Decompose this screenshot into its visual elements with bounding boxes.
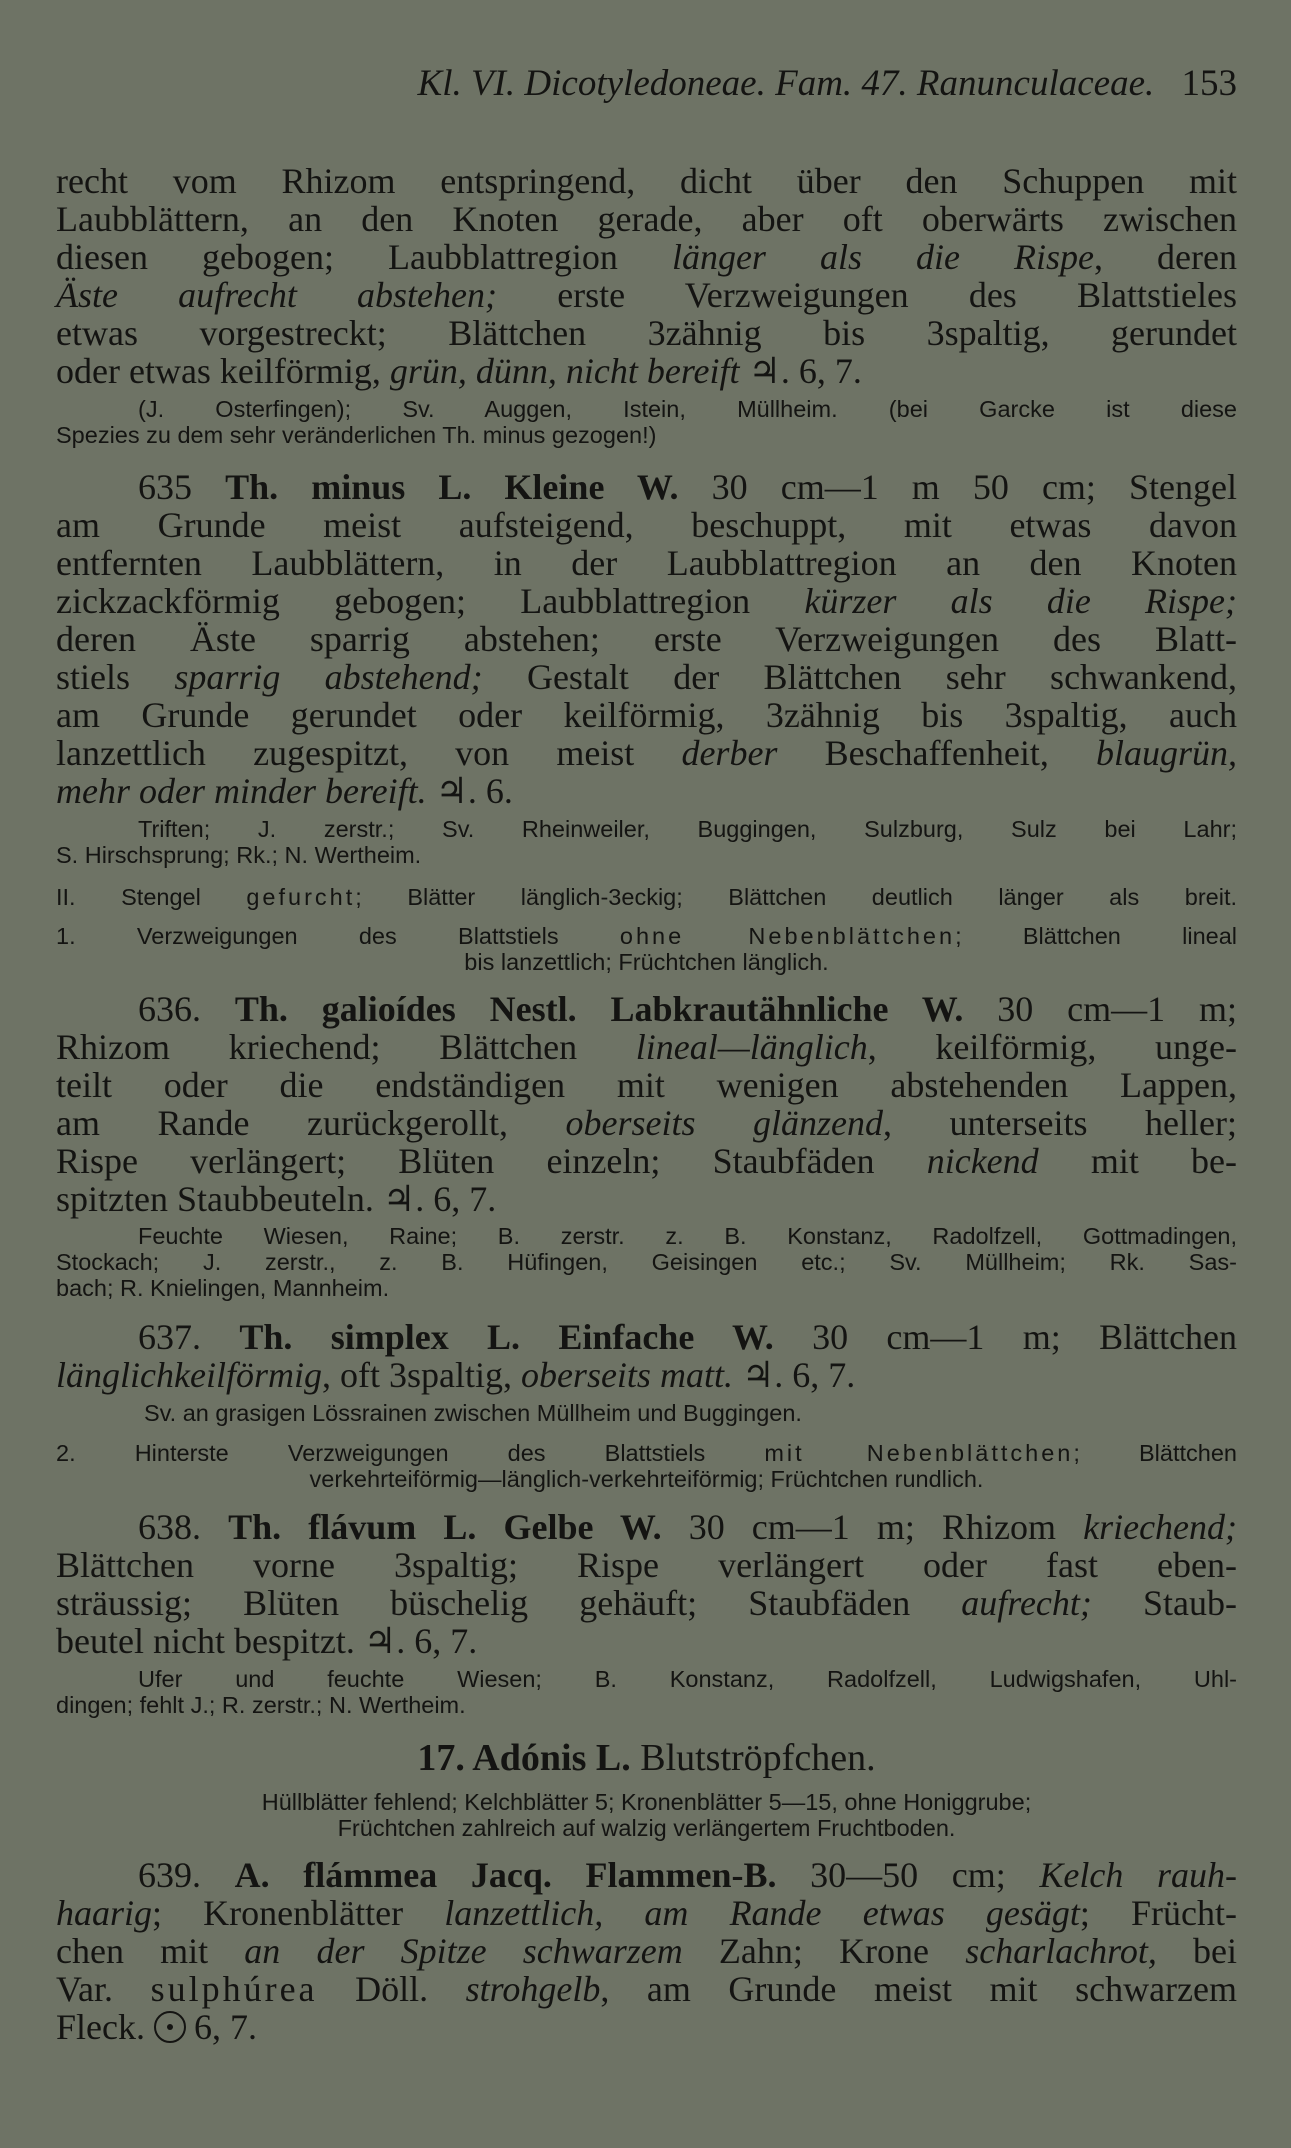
locality-note: dingen; fehlt J.; R. zerstr.; N. Wertheim.: [56, 1692, 466, 1718]
text-line: mehr oder minder bereift. ♃. 6.: [56, 771, 513, 811]
text-line: länglichkeilförmig, oft 3spaltig, oberseits matt. ♃. 6, 7.: [56, 1355, 856, 1395]
locality-note: (J. Osterfingen); Sv. Auggen, Istein, Müllheim. (bei Garcke ist diese: [138, 396, 1237, 422]
text-line: am Rande zurückgerollt, oberseits glänzend, unterseits heller;: [56, 1103, 1238, 1143]
annual-symbol-icon: [154, 2011, 186, 2043]
text-line: chen mit an der Spitze schwarzem Zahn; Krone scharlachrot, bei: [56, 1931, 1238, 1971]
text-line: haarig; Kronenblätter lanzettlich, am Rande etwas gesägt; Frücht-: [56, 1893, 1238, 1933]
species-entry-heading: 635 Th. minus L. Kleine W. 30 cm—1 m 50 cm; Stengel: [138, 467, 1237, 507]
text-line: Fleck. 6, 7.: [56, 2007, 257, 2047]
key-line: 1. Verzweigungen des Blattstiels ohne Nebenblättchen; Blättchen lineal: [56, 923, 1237, 949]
text-line: beutel nicht bespitzt. ♃. 6, 7.: [56, 1621, 478, 1661]
text-line: am Grunde meist aufsteigend, beschuppt, mit etwas davon: [56, 505, 1237, 545]
key-line: verkehrteiförmig—länglich-verkehrteiförmig; Früchtchen rundlich.: [309, 1466, 984, 1492]
genus-heading: 17. Adónis L. Blutströpfchen.: [417, 1737, 876, 1779]
text-line: entfernten Laubblättern, in der Laubblattregion an den Knoten: [56, 543, 1237, 583]
running-header: [56, 62, 1237, 106]
text-line: sträussig; Blüten büschelig gehäuft; Staubfäden aufrecht; Staub-: [56, 1583, 1237, 1623]
locality-note: Stockach; J. zerstr., z. B. Hüfingen, Geisingen etc.; Sv. Müllheim; Rk. Sas-: [56, 1249, 1237, 1275]
text-line: stiels sparrig abstehend; Gestalt der Blättchen sehr schwankend,: [56, 657, 1238, 697]
text-line: oder etwas keilförmig, grün, dünn, nicht bereift ♃. 6, 7.: [56, 351, 862, 391]
text-line: Äste aufrecht abstehen; erste Verzweigungen des Blattstieles: [56, 275, 1237, 315]
key-line: 2. Hinterste Verzweigungen des Blattstiels mit Nebenblättchen; Blättchen: [56, 1440, 1237, 1466]
text-line: Var. sulphúrea Döll. strohgelb, am Grunde meist mit schwarzem: [56, 1969, 1237, 2009]
species-entry-heading: 636. Th. galioídes Nestl. Labkrautähnliche W. 30 cm—1 m;: [138, 989, 1237, 1029]
species-entry-heading: 637. Th. simplex L. Einfache W. 30 cm—1 m; Blättchen: [138, 1317, 1238, 1357]
text-line: deren Äste sparrig abstehen; erste Verzweigungen des Blatt-: [56, 619, 1237, 659]
header-title: Kl. VI. Dicotyledoneae. Fam. 47. Ranunculaceae.: [417, 63, 1155, 104]
text-line: spitzten Staubbeuteln. ♃. 6, 7.: [56, 1179, 497, 1219]
text-line: Rhizom kriechend; Blättchen lineal—länglich, keilförmig, unge-: [56, 1027, 1237, 1067]
locality-note: Ufer und feuchte Wiesen; B. Konstanz, Radolfzell, Ludwigshafen, Uhl-: [138, 1666, 1237, 1692]
text-line: Rispe verlängert; Blüten einzeln; Staubfäden nickend mit be-: [56, 1141, 1237, 1181]
text-line: diesen gebogen; Laubblattregion länger als die Rispe, deren: [56, 237, 1237, 277]
locality-note: bach; R. Knielingen, Mannheim.: [56, 1275, 390, 1301]
text-line: recht vom Rhizom entspringend, dicht über den Schuppen mit: [56, 161, 1237, 201]
key-line: bis lanzettlich; Früchtchen länglich.: [464, 949, 829, 975]
text-line: lanzettlich zugespitzt, von meist derber Beschaffenheit, blaugrün,: [56, 733, 1237, 773]
text-line: Blättchen vorne 3spaltig; Rispe verlängert oder fast eben-: [56, 1545, 1237, 1585]
text-line: Laubblättern, an den Knoten gerade, aber oft oberwärts zwischen: [56, 199, 1237, 239]
text-line: am Grunde gerundet oder keilförmig, 3zähnig bis 3spaltig, auch: [56, 695, 1237, 735]
text-line: zickzackförmig gebogen; Laubblattregion kürzer als die Rispe;: [56, 581, 1237, 621]
species-entry-heading: 638. Th. flávum L. Gelbe W. 30 cm—1 m; Rhizom kriechend;: [138, 1507, 1238, 1547]
locality-note: Feuchte Wiesen, Raine; B. zerstr. z. B. Konstanz, Radolfzell, Gottmadingen,: [138, 1223, 1237, 1249]
species-entry-heading: 639. A. flámmea Jacq. Flammen-B. 30—50 cm; Kelch rauh-: [138, 1855, 1237, 1895]
locality-note: Spezies zu dem sehr veränderlichen Th. minus gezogen!): [56, 422, 657, 448]
locality-note: Triften; J. zerstr.; Sv. Rheinweiler, Buggingen, Sulzburg, Sulz bei Lahr;: [138, 816, 1237, 842]
genus-description: Früchtchen zahlreich auf walzig verlängertem Fruchtboden.: [337, 1815, 956, 1841]
locality-note: Sv. an grasigen Lössrainen zwischen Müllheim und Buggingen.: [144, 1400, 802, 1426]
page-number: 153: [1181, 63, 1237, 104]
locality-note: S. Hirschsprung; Rk.; N. Wertheim.: [56, 842, 422, 868]
genus-description: Hüllblätter fehlend; Kelchblätter 5; Kronenblätter 5—15, ohne Honiggrube;: [261, 1789, 1032, 1815]
text-line: etwas vorgestreckt; Blättchen 3zähnig bis 3spaltig, gerundet: [56, 313, 1237, 353]
text-line: teilt oder die endständigen mit wenigen abstehenden Lappen,: [56, 1065, 1237, 1105]
key-line: II. Stengel gefurcht; Blätter länglich-3eckig; Blättchen deutlich länger als breit.: [56, 884, 1237, 910]
